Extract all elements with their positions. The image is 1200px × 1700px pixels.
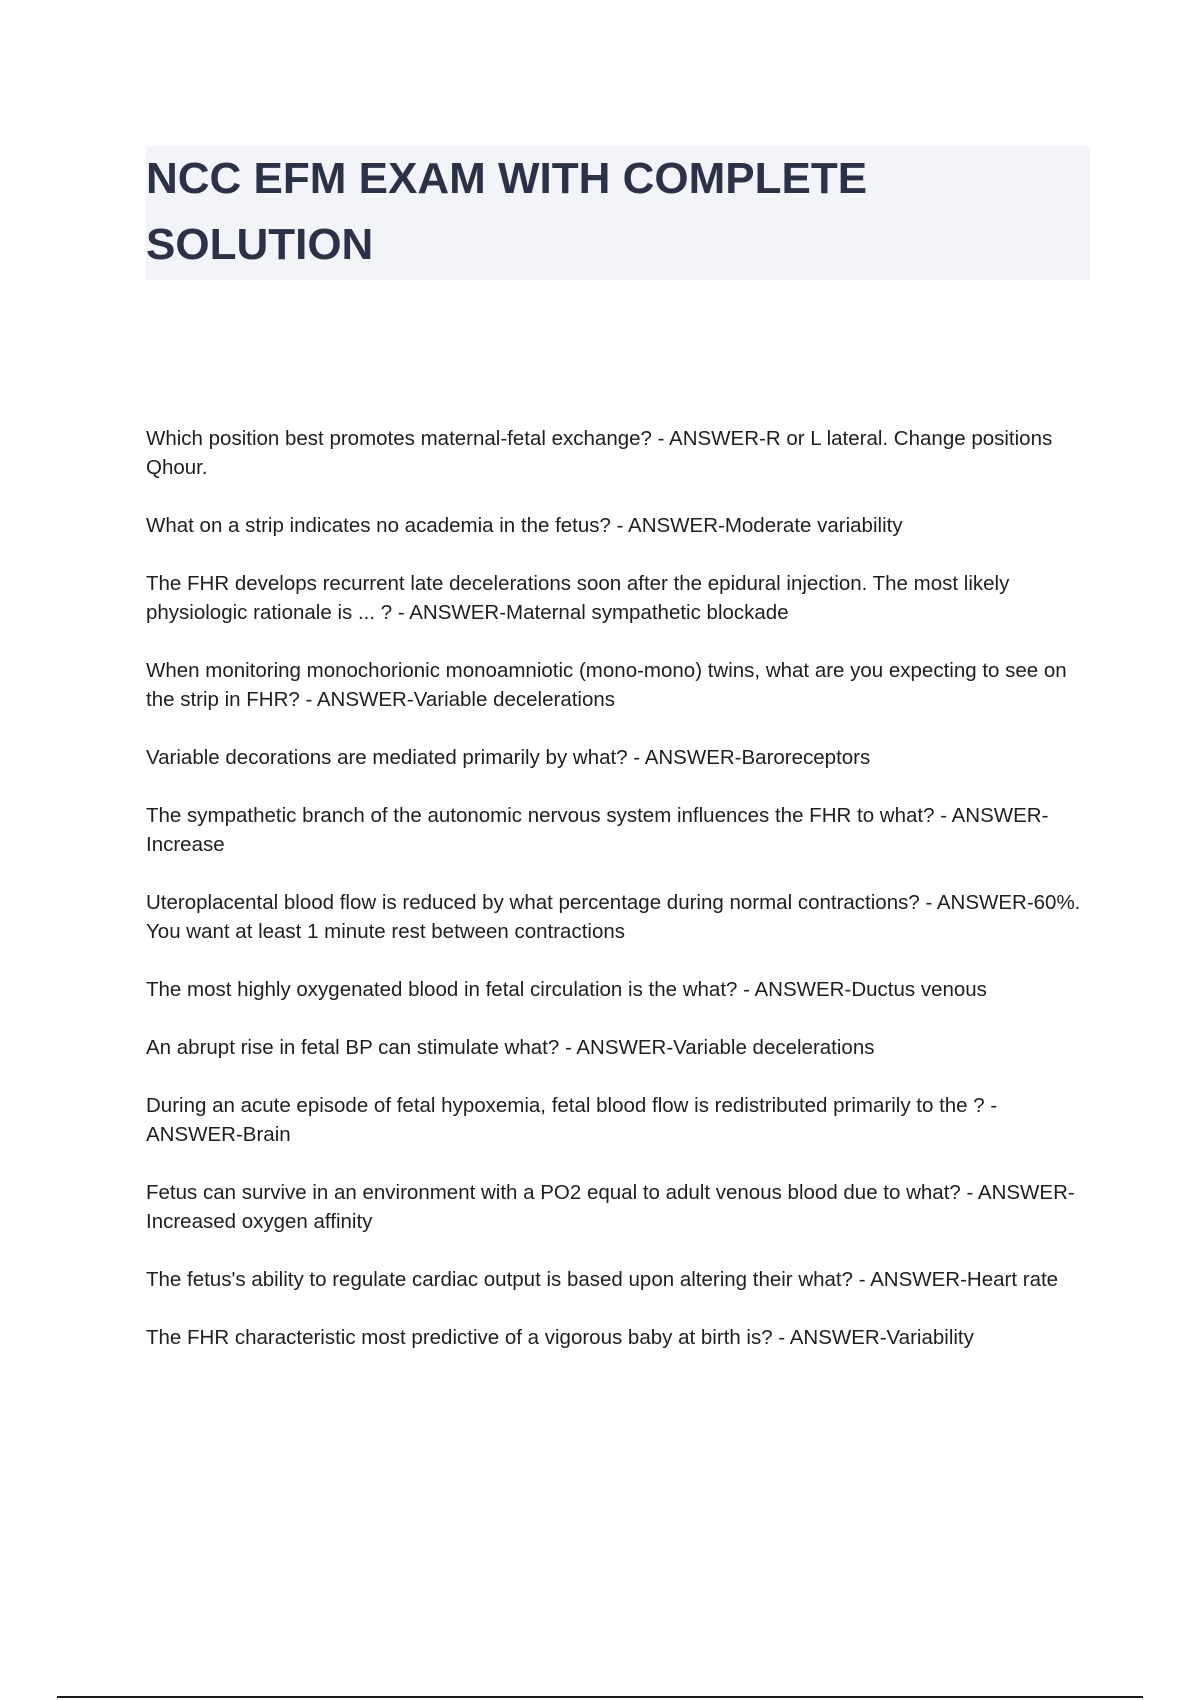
qa-item-7: Uteroplacental blood flow is reduced by what percentage during normal contractions? - ANSWER-60%. You want at least 1 minute rest between contractions	[146, 891, 1081, 943]
qa-item-1: Which position best promotes maternal-fetal exchange? - ANSWER-R or L lateral. Change positions Qhour.	[146, 427, 1053, 479]
qa-item-3: The FHR develops recurrent late decelerations soon after the epidural injection. The most likely physiologic rationale is ... ? - ANSWER-Maternal sympathetic blockade	[146, 572, 1010, 624]
qa-item-6: The sympathetic branch of the autonomic nervous system influences the FHR to what? - ANSWER-Increase	[146, 804, 1049, 856]
footer-rule	[57, 1696, 1143, 1698]
qa-item-11: Fetus can survive in an environment with a PO2 equal to adult venous blood due to what? - ANSWER-Increased oxygen affinity	[146, 1181, 1075, 1233]
qa-item-5: Variable decorations are mediated primarily by what? - ANSWER-Baroreceptors	[146, 746, 871, 769]
qa-item-8: The most highly oxygenated blood in fetal circulation is the what? - ANSWER-Ductus venous	[146, 978, 987, 1001]
qa-list	[146, 424, 1096, 1381]
title-banner	[146, 146, 1090, 280]
qa-item-12: The fetus's ability to regulate cardiac output is based upon altering their what? - ANSWER-Heart rate	[146, 1268, 1059, 1291]
qa-item-2: What on a strip indicates no academia in the fetus? - ANSWER-Moderate variability	[146, 514, 903, 537]
qa-item-4: When monitoring monochorionic monoamniotic (mono-mono) twins, what are you expecting to see on the strip in FHR? - ANSWER-Variable decelerations	[146, 659, 1067, 711]
qa-item-9: An abrupt rise in fetal BP can stimulate what? - ANSWER-Variable decelerations	[146, 1036, 875, 1059]
qa-item-13: The FHR characteristic most predictive of a vigorous baby at birth is? - ANSWER-Variability	[146, 1326, 974, 1349]
document-title: NCC EFM EXAM WITH COMPLETE SOLUTION	[146, 154, 868, 269]
qa-item-10: During an acute episode of fetal hypoxemia, fetal blood flow is redistributed primarily to the ? - ANSWER-Brain	[146, 1094, 998, 1146]
